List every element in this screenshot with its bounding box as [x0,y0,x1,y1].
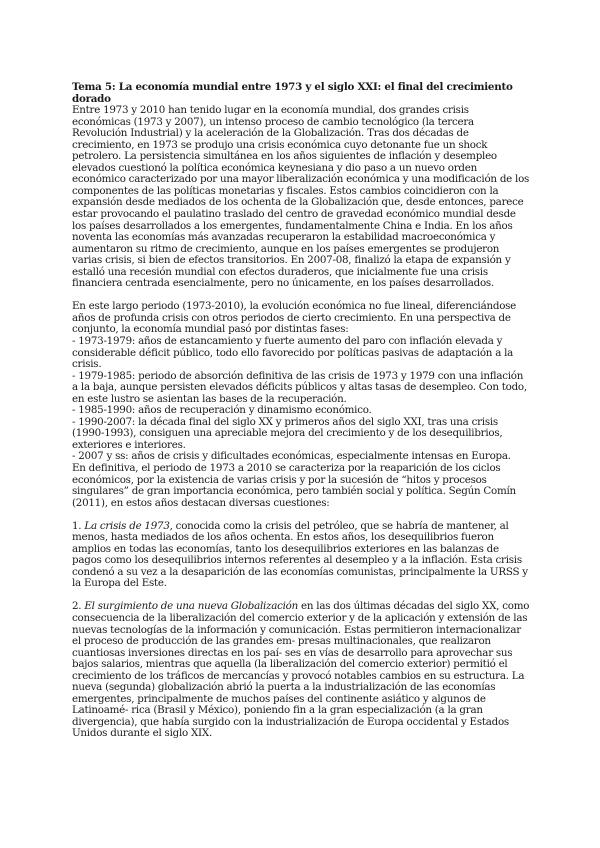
summary-paragraph: En definitiva, el periodo de 1973 a 2010 se caracteriza por la reaparición de los ciclos económicos, por la existencia de varias crisis y por la sucesión de “hitos y procesos singulares” de gran importancia económica, pero también social y política. Según Comín (2011), en estos años destacan diversas cuestiones: [72,462,516,509]
point-1-heading: La crisis de 1973 [84,519,170,532]
point-2-number: 2. [72,600,85,613]
phase-item: - 2007 y ss: años de crisis y dificultades económicas, especialmente intensas en Europa. [72,450,511,463]
point-2-heading: El surgimiento de una nueva Globalización [84,600,299,613]
point-1-number: 1. [72,519,85,532]
period-intro-paragraph: En este largo periodo (1973-2010), la evolución económica no fue lineal, diferenciándose años de profunda crisis con otros periodos de cierto crecimiento. En una perspectiva de conjunto, la economía mundial pasó por distintas fases: [72,300,517,336]
document-title: Tema 5: La economía mundial entre 1973 y el siglo XXI: el final del crecimiento dorado [72,81,513,105]
point-2-text: en las dos últimas décadas del siglo XX, como consecuencia de la liberalización del comercio exterior y de la aplicación y extensión de las nuevas tecnologías de la información y comunicación. Estas permitieron internacionalizar el proceso de producción de las grandes em- presas multinacionales, que realizaron cuantiosas inversiones directas en los paí- ses en vías de desarrollo para aprovechar sus bajos salarios, mientras que aquella (la liberalización del comercio exterior) permitió el crecimiento de los tráficos de mercancías y provocó notables cambios en su estructura. La nueva (segunda) globalización abrió la puerta a la industrialización de las economías emergentes, principalmente de muchos países del continente asiático y algunos de Latinoamé- rica (Brasil y México), poniendo fin a la gran especialización (a la gran divergencia), que había surgido con la industrialización de Europa occidental y Estados Unidos durante el siglo XIX. [72,600,530,740]
point-1-paragraph [72,521,530,590]
point-1-text: , conocida como la crisis del petróleo, que se habría de mantener, al menos, hasta mediados de los años ochenta. En estos años, los desequilibrios fueron amplios en todas las economías, tanto los desequilibrios exteriores en las balanzas de pagos como los desequilibrios internos referentes al desempleo y a la inflación. Esta crisis condenó a su vez a la desaparición de las economías comunistas, principalmente la URSS y la Europa del Este. [72,519,528,590]
intro-paragraph: Entre 1973 y 2010 han tenido lugar en la economía mundial, dos grandes crisis económicas (1973 y 2007), un intenso proceso de cambio tecnológico (la tercera Revolución Industrial) y la aceleración de la Globalización. Tras dos décadas de crecimiento, en 1973 se produjo una crisis económica cuyo detonante fue un shock petrolero. La persistencia simultánea en los años siguientes de inflación y desempleo elevados cuestionó la política económica keynesiana y dio paso a un nuevo orden económico caracterizado por una mayor liberalización económica y una modificación de los componentes de las políticas monetarias y fiscales. Estos cambios coincidieron con la expansión desde mediados de los ochenta de la Globalización que, desde entonces, parece estar provocando el paulatino traslado del centro de gravedad económico mundial desde los países desarrollados a los emergentes, fundamentalmente China e India. En los años noventa las economías más avanzadas recuperaron la estabilidad macroeconómica y aumentaron su ritmo de crecimiento, aunque en los países emergentes se produjeron varias crisis, si bien de efectos transitorios. En 2007-08, finalizó la etapa de expansión y estalló una recesión mundial con efectos duraderos, que inicialmente fue una crisis financiera centrada esencialmente, pero no únicamente, en los países desarrollados. [72,104,530,290]
point-2-paragraph [72,601,530,740]
phase-item: - 1979-1985: periodo de absorción definitiva de las crisis de 1973 y 1979 con una inflación a la baja, aunque persisten elevados déficits públicos y altas tasas de desempleo. Con todo, en este lustro se asientan las bases de la recuperación. [72,369,527,405]
phase-item: - 1973-1979: años de estancamiento y fuerte aumento del paro con inflación elevada y considerable déficit público, todo ello favorecido por políticas pasivas de adaptación a la crisis. [72,334,514,371]
phase-item: - 1985-1990: años de recuperación y dinamismo económico. [72,404,372,417]
phase-item: - 1990-2007: la década final del siglo XX y primeros años del siglo XXI, tras una crisis (1990-1993), consiguen una apreciable mejora del crecimiento y de los desequilibrios, exteriores e interiores. [72,415,503,451]
